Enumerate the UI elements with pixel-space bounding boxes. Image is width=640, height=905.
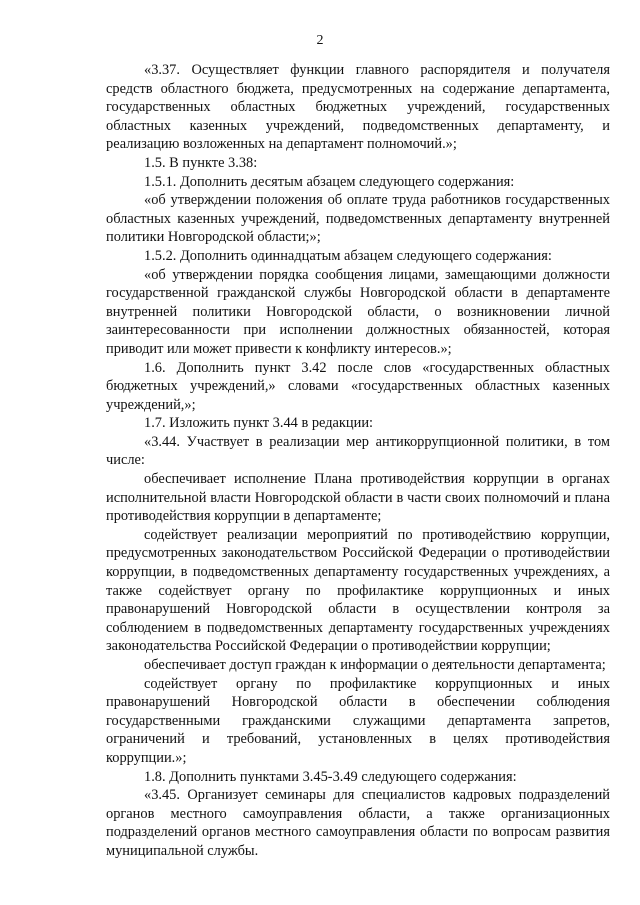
paragraph-1-5-2: 1.5.2. Дополнить одиннадцатым абзацем следующего содержания: <box>144 247 552 264</box>
paragraph-access: обеспечивает доступ граждан к информации о деятельности департамента; <box>144 657 606 673</box>
paragraph-3-37: «3.37. Осуществляет функции главного распорядителя и получателя средств областного бюджета, предусмотренных на содержание департамента, государственных областных бюджетных учреждений, государственных областных казенных учреждений, подведомственных департаменту, и реализацию возложенных на департамент полномочий.»; <box>106 62 610 153</box>
paragraph-3-44: «3.44. Участвует в реализации мер антикоррупционной политики, в том числе: <box>106 433 610 469</box>
paragraph-plan: обеспечивает исполнение Плана противодействия коррупции в органах исполнительной власти Новгородской области в части своих полномочий и плана противодействия коррупции в департаменте; <box>106 471 610 525</box>
page-number: 2 <box>316 33 324 48</box>
paragraph-quote-salary: «об утверждении положения об оплате труда работников государственных областных казенных учреждений, подведомственных департаменту внутренней политики Новгородской области;»; <box>106 192 610 246</box>
paragraph-3-45: «3.45. Организует семинары для специалистов кадровых подразделений органов местного самоуправления области, а также организационных подразделений органов местного самоуправления области по вопросам развития муниципальной службы. <box>106 787 610 859</box>
paragraph-1-6: 1.6. Дополнить пункт 3.42 после слов «государственных областных бюджетных учреждений,» словами «государственных областных казенных учреждений,»; <box>106 359 610 413</box>
paragraph-measures: содействует реализации мероприятий по противодействию коррупции, предусмотренных законодательством Российской Федерации о противодействии коррупции, в подведомственных департаменту государственных учреждениях, а также содействует органу по профилактике коррупционных и иных правонарушений Новгородской области в осуществлении контроля за соблюдением в подведомственных департаменту государственных учреждениях законодательства Российской Федерации о противодействии коррупции; <box>106 526 610 655</box>
paragraph-quote-conflict: «об утверждении порядка сообщения лицами, замещающими должности государственной гражданской службы Новгородской области в департаменте внутренней политики Новгородской области, о возникновении личной заинтересованности при исполнении должностных обязанностей, которая приводит или может привести к конфликту интересов.»; <box>106 266 610 357</box>
document-body <box>106 61 610 861</box>
paragraph-1-5-1: 1.5.1. Дополнить десятым абзацем следующего содержания: <box>144 173 515 190</box>
paragraph-1-7: 1.7. Изложить пункт 3.44 в редакции: <box>144 415 374 432</box>
paragraph-1-8: 1.8. Дополнить пунктами 3.45-3.49 следующего содержания: <box>144 768 517 785</box>
paragraph-compliance: содействует органу по профилактике коррупционных и иных правонарушений Новгородской области в обеспечении соблюдения государственными гражданскими служащими департамента запретов, ограничений и требований, установленных в целях противодействия коррупции.»; <box>106 675 610 766</box>
paragraph-1-5: 1.5. В пункте 3.38: <box>144 154 258 171</box>
